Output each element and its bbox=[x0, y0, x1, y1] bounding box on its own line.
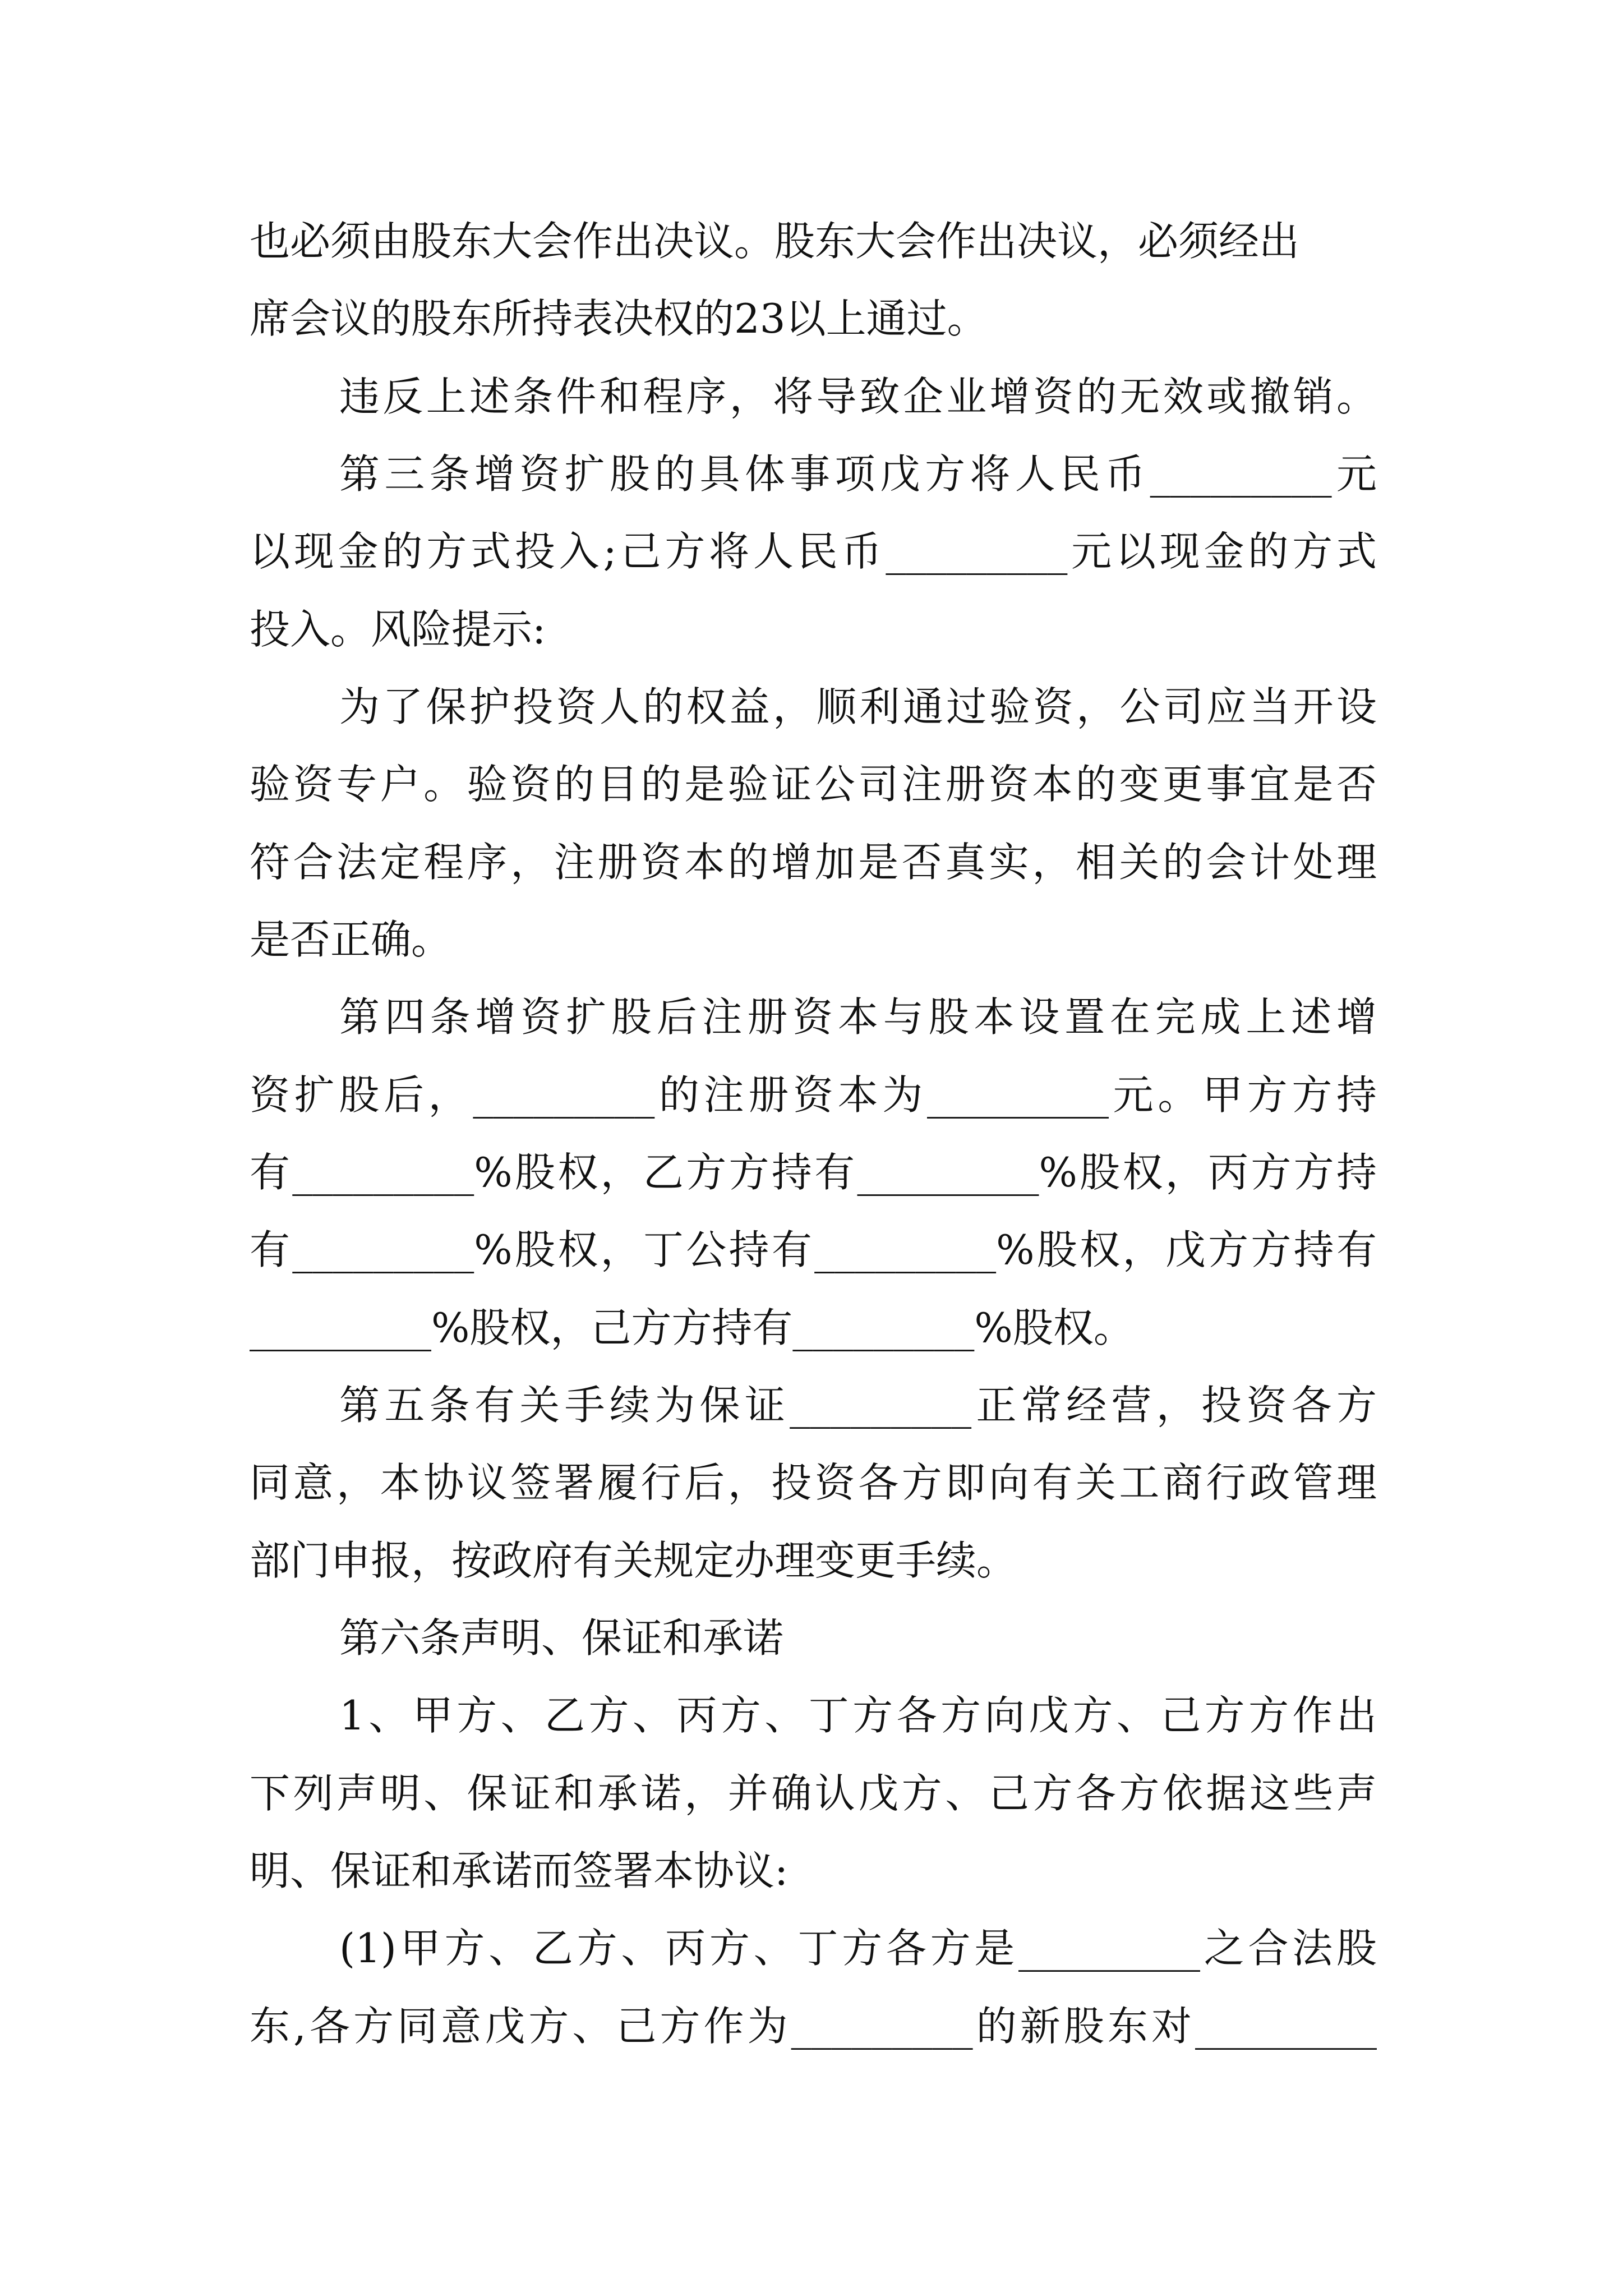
text-line: _________%股权，己方方持有_________%股权。 bbox=[250, 1304, 1134, 1351]
text-line: 验资专户。验资的目的是验证公司注册资本的变更事宜是否 bbox=[250, 761, 1377, 808]
text-line: 投入。风险提示: bbox=[250, 606, 546, 653]
text-line: 东,各方同意戊方、己方作为_________的新股东对_________ bbox=[250, 2003, 1377, 2050]
text-line: 有_________%股权，乙方方持有_________%股权，丙方方持 bbox=[250, 1149, 1377, 1196]
text-line: 资扩股后，_________的注册资本为_________元。甲方方持 bbox=[250, 1071, 1377, 1119]
text-line: 也必须由股东大会作出决议。股东大会作出决议，必须经出 bbox=[250, 218, 1300, 265]
text-line: 第三条增资扩股的具体事项戊方将人民币_________元 bbox=[339, 450, 1377, 498]
text-line: 有_________%股权，丁公持有_________%股权，戊方方持有 bbox=[250, 1226, 1377, 1273]
text-line: (1)甲方、乙方、丙方、丁方各方是_________之合法股 bbox=[339, 1925, 1377, 1972]
text-line: 违反上述条件和程序，将导致企业增资的无效或撤销。 bbox=[339, 373, 1377, 420]
text-line: 部门申报，按政府有关规定办理变更手续。 bbox=[250, 1537, 1017, 1584]
text-line: 下列声明、保证和承诺，并确认戊方、己方各方依据这些声 bbox=[250, 1770, 1377, 1817]
text-line: 为了保护投资人的权益，顺利通过验资，公司应当开设 bbox=[339, 683, 1377, 730]
text-line: 以现金的方式投入;己方将人民币_________元以现金的方式 bbox=[250, 528, 1377, 575]
text-line: 第六条声明、保证和承诺 bbox=[339, 1614, 784, 1662]
text-line: 席会议的股东所持表决权的23以上通过。 bbox=[250, 295, 988, 342]
text-line: 是否正确。 bbox=[250, 916, 452, 963]
text-line: 1、甲方、乙方、丙方、丁方各方向戊方、己方方作出 bbox=[339, 1692, 1377, 1739]
text-line: 符合法定程序，注册资本的增加是否真实，相关的会计处理 bbox=[250, 839, 1377, 886]
text-line: 第五条有关手续为保证_________正常经营，投资各方 bbox=[339, 1382, 1377, 1429]
text-line: 同意，本协议签署履行后，投资各方即向有关工商行政管理 bbox=[250, 1459, 1377, 1506]
text-line: 明、保证和承诺而签署本协议: bbox=[250, 1847, 789, 1894]
text-line: 第四条增资扩股后注册资本与股本设置在完成上述增 bbox=[339, 993, 1377, 1041]
